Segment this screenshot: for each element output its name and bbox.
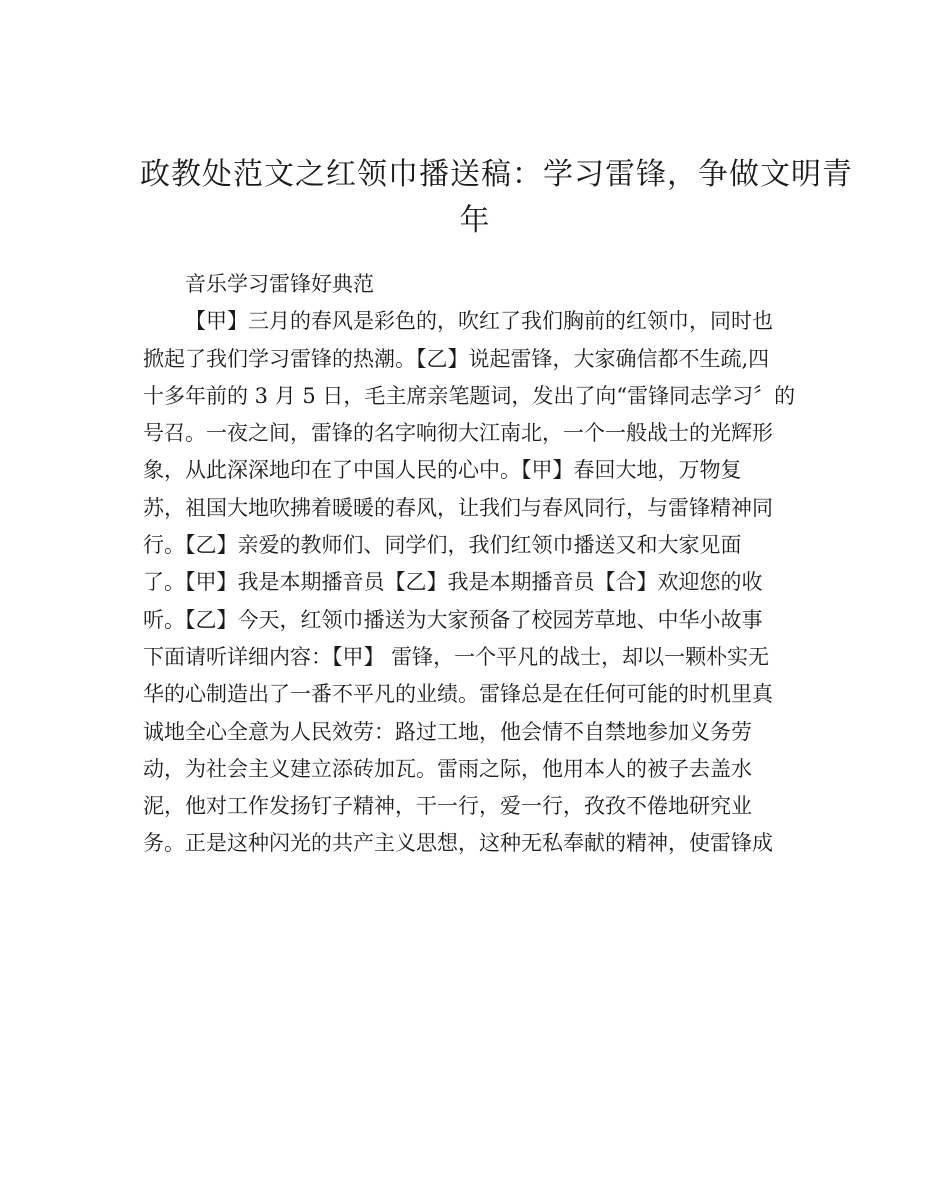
subheading: 音乐学习雷锋好典范 [185,272,374,296]
body-line: 下面请听详细内容：【甲】 雷锋，一个平凡的战士，却以一颗朴实无 [143,644,770,669]
body-line: 掀起了我们学习雷锋的热潮。【乙】说起雷锋，大家确信都不生疏,四 [143,346,770,371]
body-line: 动，为社会主义建立添砖加瓦。雷雨之际，他用本人的被子去盖水 [143,756,752,781]
document-title [140,152,853,244]
title-line: 政教处范文之红领巾播送稿：学习雷锋，争做文明青 [140,157,853,193]
body-line: 泥，他对工作发扬钉子精神，干一行，爱一行，孜孜不倦地研究业 [143,794,752,819]
title-line: 年 [459,203,491,239]
body-line: 象，从此深深地印在了中国人民的心中。【甲】春回大地，万物复 [143,458,742,483]
body-line: 行。【乙】亲爱的教师们、同学们，我们红领巾播送又和大家见面 [143,533,742,558]
body-line: 十多年前的 3 月 5 日，毛主席亲笔题词，发出了向“雷锋同志学习〞的 [143,383,796,408]
body-line: 了。【甲】我是本期播音员【乙】我是本期播音员【合】欢迎您的收 [143,570,763,595]
body-line: 【甲】三月的春风是彩色的，吹红了我们胸前的红领巾，同时也 [185,309,773,334]
document-body [143,266,808,863]
body-line: 听。【乙】今天，红领巾播送为大家预备了校园芳草地、中华小故事 [143,607,763,632]
body-line: 诚地全心全意为人民效劳：路过工地，他会情不自禁地参加义务劳 [143,719,752,744]
body-line: 苏，祖国大地吹拂着暖暖的春风，让我们与春风同行，与雷锋精神同 [143,495,773,520]
body-line: 华的心制造出了一番不平凡的业绩。雷锋总是在任何可能的时机里真 [143,682,773,707]
body-line: 号召。一夜之间，雷锋的名字响彻大江南北，一个一般战士的光辉形 [143,421,773,446]
body-line: 务。正是这种闪光的共产主义思想，这种无私奉献的精神，使雷锋成 [143,831,773,856]
